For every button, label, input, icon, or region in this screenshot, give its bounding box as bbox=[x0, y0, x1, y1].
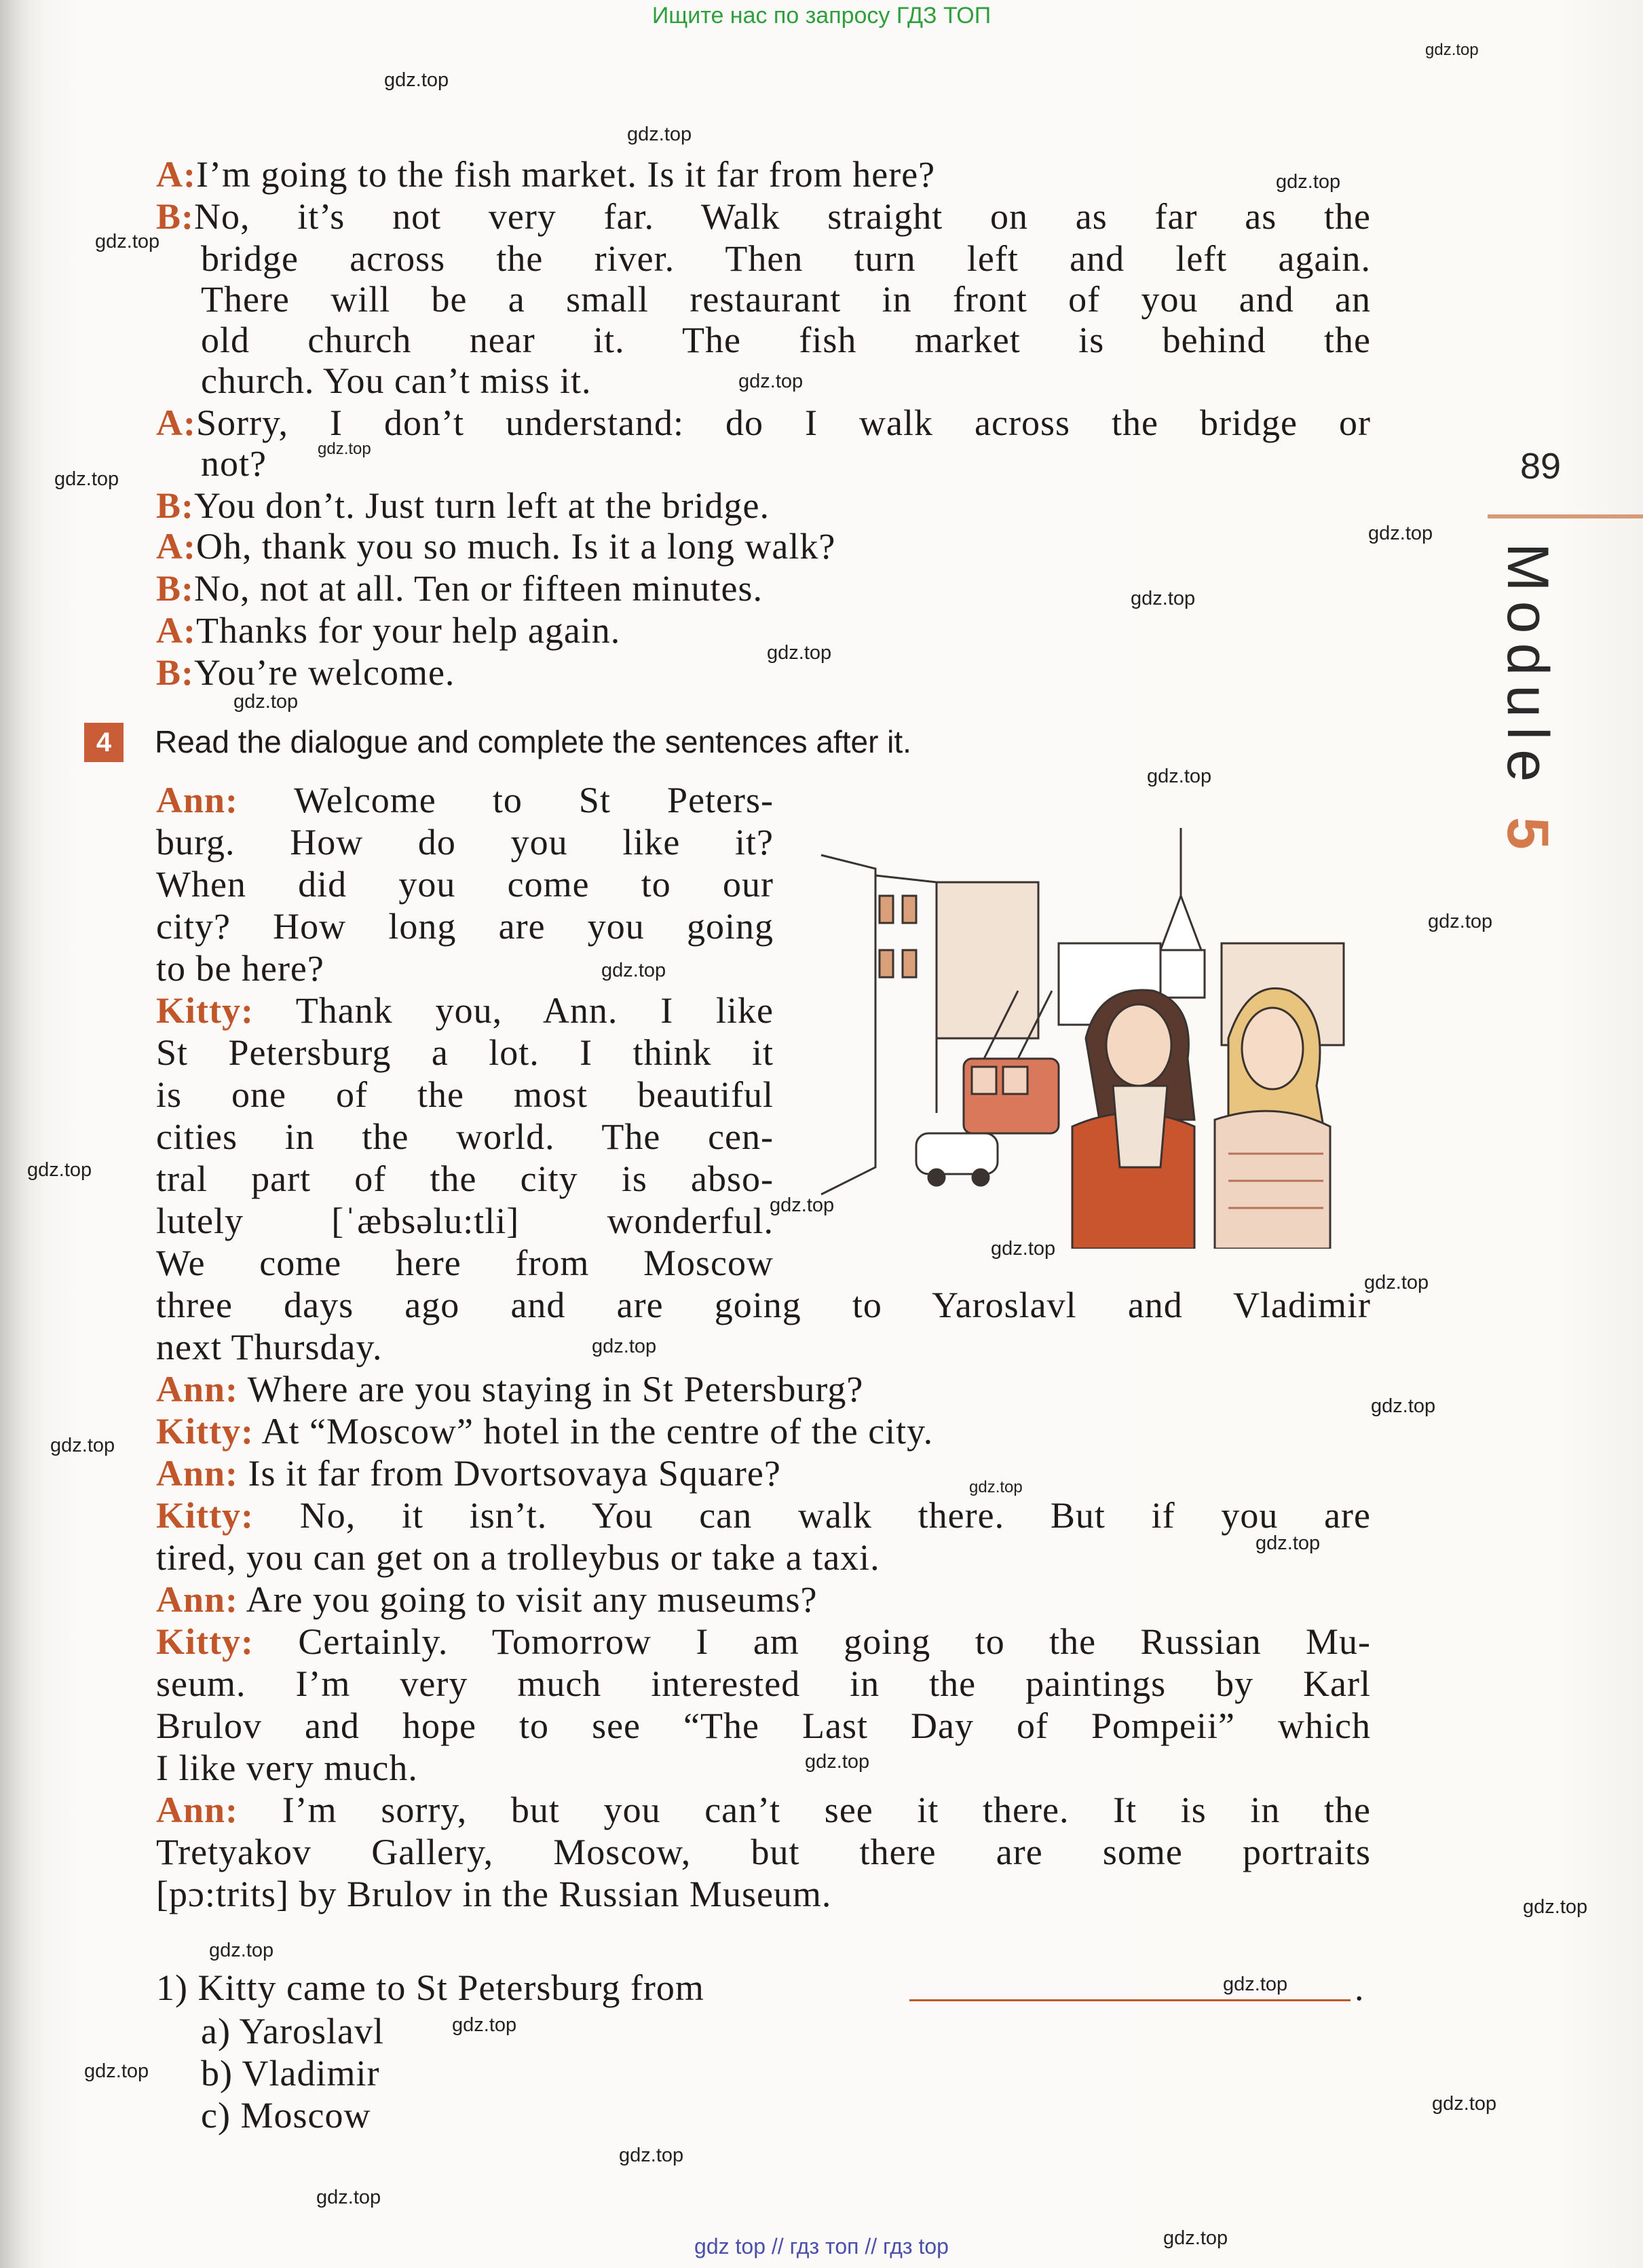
dialogue-line: When did you come to our bbox=[156, 864, 774, 905]
dialogue-line: tired, you can get on a trolleybus or take a taxi. bbox=[156, 1537, 880, 1578]
dialogue-line: Ann: I’m sorry, but you can’t see it there. It is in the bbox=[156, 1790, 1372, 1830]
dialogue-line: There will be a small restaurant in front of you and an bbox=[201, 279, 1371, 320]
watermark: gdz.top bbox=[1523, 1896, 1588, 1918]
dialogue-line: Kitty: No, it isn’t. You can walk there. But if you are bbox=[156, 1495, 1371, 1536]
dialogue-line: three days ago and are going to Yaroslavl and Vladimir bbox=[156, 1285, 1371, 1325]
watermark: gdz.top bbox=[991, 1238, 1056, 1260]
watermark: gdz.top bbox=[209, 1940, 274, 1961]
dialogue-line: Ann: Are you going to visit any museums? bbox=[156, 1579, 818, 1620]
dialogue-line: Kitty: At “Moscow” hotel in the centre of the city. bbox=[156, 1411, 934, 1452]
dialogue-line: city? How long are you going bbox=[156, 906, 774, 947]
watermark: gdz.top bbox=[384, 69, 449, 91]
watermark: gdz.top bbox=[1425, 41, 1479, 59]
dialogue-line: bridge across the river. Then turn left and left again. bbox=[201, 238, 1371, 279]
watermark: gdz.top bbox=[1223, 1973, 1288, 1995]
dialogue-line: Kitty: Certainly. Tomorrow I am going to the Russian Mu- bbox=[156, 1621, 1372, 1662]
watermark: gdz.top bbox=[50, 1435, 115, 1456]
dialogue-line: burg. How do you like it? bbox=[156, 822, 774, 863]
dialogue-line: old church near it. The fish market is behind the bbox=[201, 320, 1371, 360]
top-banner[interactable]: Ищите нас по запросу ГДЗ ТОП bbox=[651, 3, 992, 29]
watermark: gdz.top bbox=[1371, 1395, 1436, 1417]
dialogue-line: A:Thanks for your help again. bbox=[156, 610, 621, 651]
watermark: gdz.top bbox=[1368, 523, 1433, 544]
option-b[interactable]: b) Vladimir bbox=[201, 2053, 380, 2094]
dialogue-line: B:No, it’s not very far. Walk straight on as far as the bbox=[156, 196, 1371, 237]
dialogue-line: Ann: Where are you staying in St Petersburg? bbox=[156, 1369, 864, 1410]
watermark: gdz.top bbox=[601, 960, 666, 981]
page-number: 89 bbox=[1520, 446, 1562, 487]
dialogue-line: Tretyakov Gallery, Moscow, but there are some portraits bbox=[156, 1832, 1371, 1872]
exercise-number-badge: 4 bbox=[84, 723, 124, 762]
watermark: gdz.top bbox=[233, 691, 299, 713]
dialogue-line: A:Sorry, I don’t understand: do I walk across the bridge or bbox=[156, 402, 1371, 443]
page-number-rule bbox=[1488, 514, 1643, 518]
dialogue-line: Kitty: Thank you, Ann. I like bbox=[156, 990, 774, 1031]
city-illustration bbox=[814, 814, 1371, 1249]
watermark: gdz.top bbox=[767, 642, 832, 664]
dialogue-line: B:No, not at all. Ten or fifteen minutes. bbox=[156, 568, 763, 609]
watermark: gdz.top bbox=[95, 231, 160, 252]
question-stem: 1) Kitty came to St Petersburg from bbox=[156, 1967, 704, 2008]
watermark: gdz.top bbox=[452, 2014, 517, 2036]
girls-illustration bbox=[1072, 988, 1330, 1249]
question-end: . bbox=[1355, 1967, 1365, 2008]
dialogue-line: church. You can’t miss it. bbox=[201, 360, 592, 401]
dialogue-line: Brulov and hope to see “The Last Day of Pompeii” which bbox=[156, 1705, 1371, 1746]
dialogue-line: is one of the most beautiful bbox=[156, 1074, 774, 1115]
watermark: gdz.top bbox=[1428, 911, 1493, 932]
watermark: gdz.top bbox=[84, 2060, 149, 2082]
dialogue-line: lutely [ˈæbsəlu:tli] wonderful. bbox=[156, 1201, 774, 1241]
watermark: gdz.top bbox=[1131, 588, 1196, 609]
watermark: gdz.top bbox=[805, 1751, 870, 1773]
dialogue-line: B:You’re welcome. bbox=[156, 652, 455, 693]
dialogue-line: not? bbox=[201, 443, 267, 484]
watermark: gdz.top bbox=[770, 1194, 835, 1216]
answer-blank[interactable] bbox=[909, 1999, 1351, 2001]
watermark: gdz.top bbox=[316, 2187, 381, 2208]
watermark: gdz.top bbox=[738, 371, 804, 392]
dialogue-line: We come here from Moscow bbox=[156, 1243, 774, 1283]
watermark: gdz.top bbox=[627, 124, 692, 145]
dialogue-line: next Thursday. bbox=[156, 1327, 383, 1367]
dialogue-line: Ann: Welcome to St Peters- bbox=[156, 780, 774, 820]
bottom-banner[interactable]: gdz top // гдз топ // гдз top bbox=[694, 2234, 949, 2258]
exercise-instruction: Read the dialogue and complete the sentences after it. bbox=[155, 724, 911, 759]
dialogue-line: seum. I’m very much interested in the paintings by Karl bbox=[156, 1663, 1371, 1704]
watermark: gdz.top bbox=[318, 440, 371, 458]
option-c[interactable]: c) Moscow bbox=[201, 2095, 371, 2136]
watermark: gdz.top bbox=[1163, 2227, 1228, 2249]
dialogue-line: I like very much. bbox=[156, 1747, 418, 1788]
watermark: gdz.top bbox=[1255, 1532, 1321, 1554]
watermark: gdz.top bbox=[592, 1336, 657, 1357]
watermark: gdz.top bbox=[1147, 766, 1212, 787]
watermark: gdz.top bbox=[619, 2144, 684, 2166]
dialogue-line: tral part of the city is abso- bbox=[156, 1158, 774, 1199]
dialogue-line: A:Oh, thank you so much. Is it a long walk? bbox=[156, 526, 836, 567]
dialogue-line: Ann: Is it far from Dvortsovaya Square? bbox=[156, 1453, 781, 1494]
option-a[interactable]: a) Yaroslavl bbox=[201, 2011, 384, 2052]
watermark: gdz.top bbox=[54, 468, 119, 490]
dialogue-line: B:You don’t. Just turn left at the bridge. bbox=[156, 485, 770, 526]
module-label: Module 5 bbox=[1495, 543, 1560, 859]
dialogue-line: to be here? bbox=[156, 948, 324, 989]
dialogue-line: [pɔ:trits] by Brulov in the Russian Museum. bbox=[156, 1874, 832, 1914]
watermark: gdz.top bbox=[27, 1159, 92, 1181]
dialogue-line: A:I’m going to the fish market. Is it far from here? bbox=[156, 154, 936, 195]
watermark: gdz.top bbox=[969, 1478, 1023, 1496]
dialogue-line: St Petersburg a lot. I think it bbox=[156, 1032, 774, 1073]
watermark: gdz.top bbox=[1364, 1272, 1429, 1293]
dialogue-line: cities in the world. The cen- bbox=[156, 1116, 774, 1157]
watermark: gdz.top bbox=[1276, 171, 1341, 193]
watermark: gdz.top bbox=[1432, 2093, 1497, 2115]
